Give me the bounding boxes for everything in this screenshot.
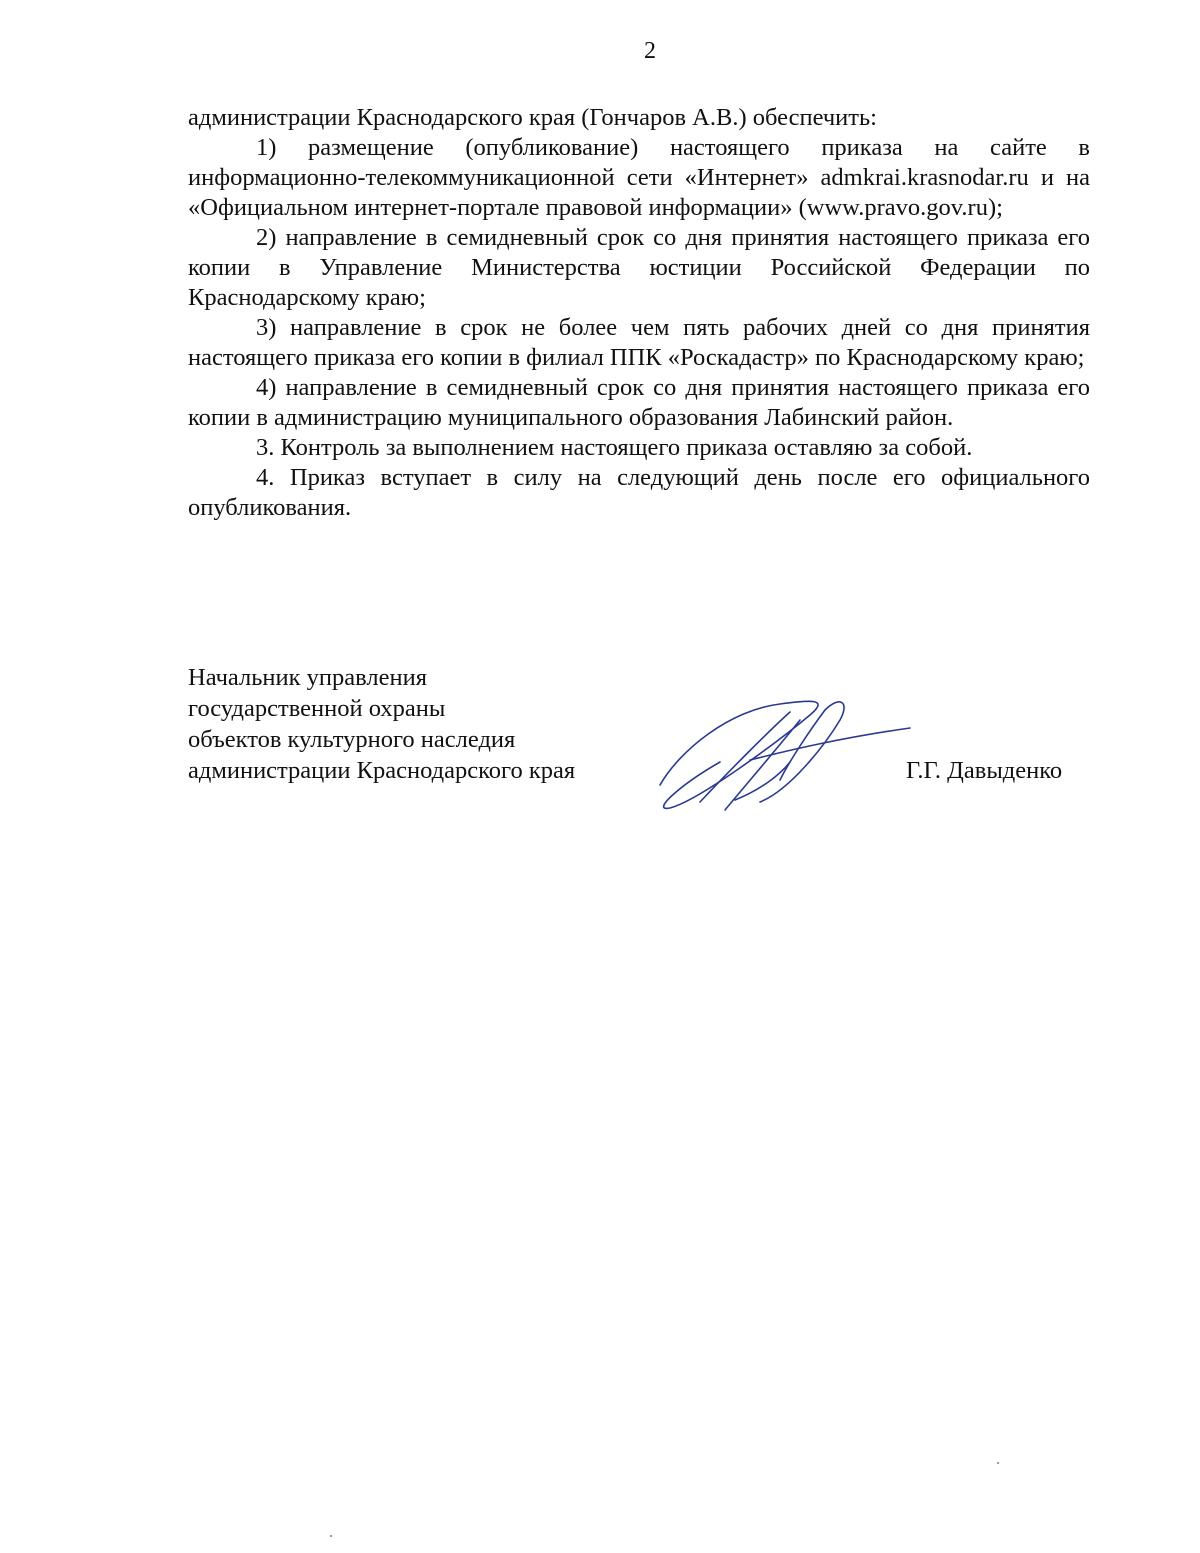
paragraph-item-4: 4) направление в семидневный срок со дня принятия настоящего приказа его копии в администрацию муниципального образования Лабинский район. — [188, 374, 1090, 431]
signer-title-line: администрации Краснодарского края — [188, 757, 576, 784]
document-body — [188, 103, 1090, 523]
paragraph-item-2: 2) направление в семидневный срок со дня принятия настоящего приказа его копии в Управление Министерства юстиции Российской Федерации по Краснодарскому краю; — [188, 224, 1090, 311]
scan-speck — [997, 1462, 999, 1464]
signer-title-line: объектов культурного наследия — [188, 726, 516, 753]
signer-name: Г.Г. Давыденко — [906, 757, 1063, 784]
page-number: 2 — [644, 38, 656, 64]
paragraph-control: 3. Контроль за выполнением настоящего приказа оставляю за собой. — [256, 434, 973, 461]
signer-title-line: государственной охраны — [188, 695, 446, 722]
signer-title-line: Начальник управления — [188, 664, 427, 691]
paragraph-effective: 4. Приказ вступает в силу на следующий день после его официального опубликования. — [188, 464, 1090, 521]
paragraph-item-3: 3) направление в срок не более чем пять рабочих дней со дня принятия настоящего приказа его копии в филиал ППК «Роскадастр» по Краснодарскому краю; — [188, 314, 1090, 371]
paragraph-item-1: 1) размещение (опубликование) настоящего приказа на сайте в информационно-телекоммуникационной сети «Интернет» admkrai.krasnodar.ru и на «Официальном интернет-портале правовой информации» (www.pravo.gov.ru); — [188, 134, 1090, 221]
handwritten-signature — [640, 690, 930, 820]
signer-title — [188, 662, 575, 786]
paragraph-intro: администрации Краснодарского края (Гончаров А.В.) обеспечить: — [188, 104, 877, 131]
scan-speck — [330, 1535, 332, 1537]
